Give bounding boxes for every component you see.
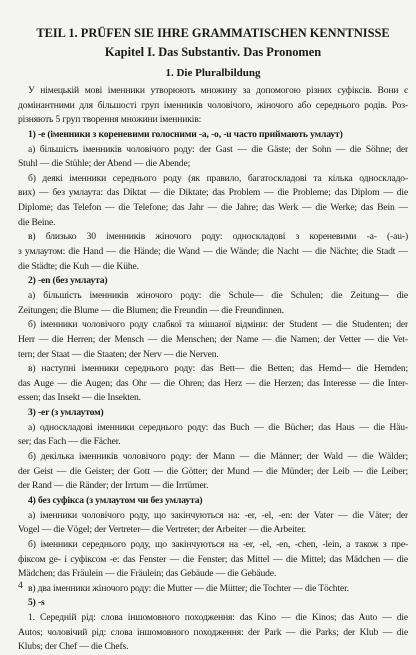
text-line: ser; das Fach — die Fächer. [18, 436, 121, 448]
text-line: в) близько 30 іменників жіночого роду: односкладові з кореневими -a- (-au-) [28, 231, 408, 243]
text-line: а) більшість іменників жіночого роду: die Schule— die Schulen; die Zeitung— die [28, 289, 408, 301]
text-line: б) іменники чоловічого роду слабкої та мішаної відміни: der Student — die Studenten; der [28, 319, 408, 331]
text-line: б) декілька іменників чоловічого роду: der Mann — die Männer; der Wald — die Wälder; [28, 451, 408, 463]
group-heading: 5) -s [28, 597, 45, 609]
group-heading: 3) -er (з умлаутом) [28, 407, 104, 419]
page-number: 4 [18, 580, 23, 591]
text-line: різняють 5 груп творення множини іменників: [18, 114, 202, 126]
chapter-title: Kapitel I. Das Substantiv. Das Pronomen [104, 45, 322, 59]
text-line: essen; das Insekt — die Insekten. [18, 392, 141, 404]
text-line: Vogel — die Vögel; der Vertreter— die Vertreter; der Arbeiter — die Arbeiter. [18, 524, 306, 536]
text-line: der Geist — die Geister; der Gott — die Götter; der Mund — die Münder; der Leib — die Leiber; [18, 465, 408, 477]
body-text [18, 84, 408, 655]
text-line: домінантними для більшості груп іменників чоловічого, жіночого або середнього родів. Роз- [18, 99, 408, 111]
text-line: фіксом ge- і суфіксом -e: das Fenster — die Fenster; das Mittel — die Mittel; das Mädchen — die [18, 553, 408, 565]
text-line: в) наступні іменники середнього роду: das Bett— die Betten; das Hemd— die Hemden; [28, 363, 408, 375]
text-line: а) більшість іменників чоловічого роду: der Gast — die Gäste; der Sohn — die Söhne; der [28, 143, 408, 155]
text-line: а) односкладові іменники середнього роду: das Buch — die Bücher; das Haus — die Häu- [28, 421, 408, 433]
text-line: б) деякі іменники середнього роду (як правило, багатоскладові та кілька односкладо- [28, 172, 408, 184]
text-line: а) іменники чоловічого роду, що закінчуються на: -er, -el, -en: der Vater — die Väter; der [28, 509, 408, 521]
text-line: tern; der Staat — die Staaten; der Nerv — die Nerven. [18, 348, 219, 360]
text-line: з умлаутом: die Hand — die Hände; die Wand — die Wände; die Nacht — die Nächte; die Stadt — [18, 246, 408, 258]
text-line: Stuhl — die Stühle; der Abend — die Abende; [18, 158, 191, 170]
text-line: Klubs; der Chef — die Chefs. [18, 641, 129, 653]
text-line: Mädchen; das Fräulein — die Fräulein; das Gebäude — die Gebäude. [18, 568, 277, 580]
text-line: das Auge — die Augen; das Ohr — die Ohren; das Herz — die Herzen; das Interesse — die Inter- [18, 377, 408, 389]
text-line: Herr — die Herren; der Mensch — die Menschen; der Name — die Namen; der Vetter — die Vet- [18, 333, 408, 345]
group-heading: 4) без суфікса (з умлаутом чи без умлаута) [28, 494, 203, 506]
text-line: die Beine. [18, 216, 56, 228]
text-line: Autos; чоловічий рід: слова іншомовного походження: der Park — die Parks; der Klub — die [18, 626, 408, 638]
text-line: У німецькій мові іменники утворюють множину за допомогою різних суфіксів. Вони є [28, 85, 408, 96]
group-heading: 2) -en (без умлаута) [28, 275, 108, 287]
text-line: вих) — без умлаута: das Diktat — die Diktate; das Problem — die Probleme; das Diplom — die [18, 187, 408, 199]
text-line: б) іменники середнього роду, що закінчуються на -er, -el, -en, -chen, -lein, а також з пре- [28, 538, 408, 550]
part-title: TEIL 1. PRÜFEN SIE IHRE GRAMMATISCHEN KENNTNISSE [36, 26, 390, 40]
text-line: 1. Середній рід: слова іншомовного походження: das Kino — die Kinos; das Auto — die [28, 612, 408, 624]
text-line: Diplome; das Telefon — die Telefone; das Jahr — die Jahre; das Werk — die Werke; das Bein — [18, 202, 408, 214]
group-heading: 1) -e (іменники з кореневими голосними -a, -o, -u часто приймають умлаут) [28, 128, 343, 140]
section-title: 1. Die Pluralbildung [165, 67, 261, 79]
text-line: в) два іменники жіночого роду: die Mutter — die Mütter; die Tochter — die Töchter. [28, 582, 349, 594]
text-line: der Rand — die Ränder; der Irrtum — die Irrtümer. [18, 480, 209, 492]
text-line: die Städte; die Kuh — die Kühe. [18, 260, 139, 272]
text-line: Zeitungen; die Blume — die Blumen; die Freundin — die Freundinnen. [18, 304, 284, 316]
